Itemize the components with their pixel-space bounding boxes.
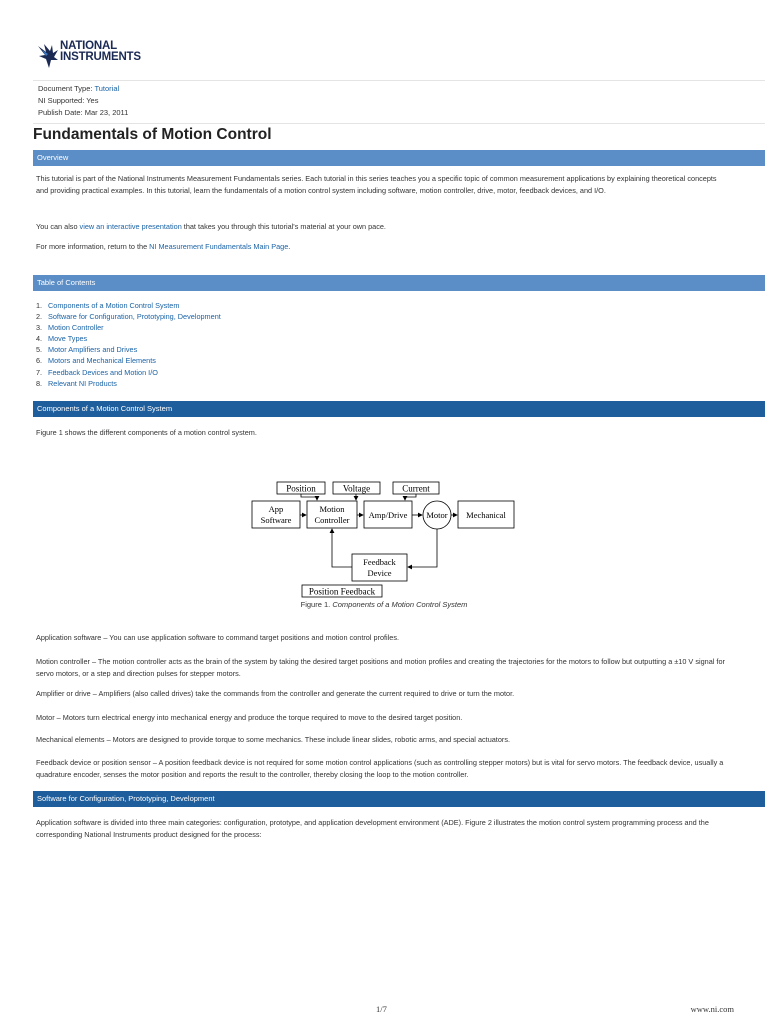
software-paragraph: Application software is divided into three main categories: configuration, prototype, and application development environment (ADE). Figure 2 illustrates the motion control system programming process and the corresponding National Instruments product designed for the process: bbox=[36, 818, 709, 839]
toc-num: 5. bbox=[36, 345, 43, 355]
app-line1: App bbox=[268, 504, 284, 514]
interactive-paragraph bbox=[36, 221, 726, 233]
current-label: Current bbox=[402, 483, 430, 494]
item-mechanical: Mechanical elements – Motors are designed to provide torque to some mechanics. These include linear slides, robotic arms, and special actuators. bbox=[36, 735, 511, 744]
mechanical-label: Mechanical bbox=[466, 510, 506, 520]
toc-num: 2. bbox=[36, 312, 43, 322]
mc-line1: Motion bbox=[319, 504, 345, 514]
toc-num: 7. bbox=[36, 367, 43, 377]
toc-item bbox=[36, 322, 221, 333]
overview-heading: Overview bbox=[33, 150, 765, 166]
toc-num: 1. bbox=[36, 301, 43, 310]
toc-link-move-types[interactable]: Move Types bbox=[48, 334, 88, 344]
app-line2: Software bbox=[260, 515, 292, 525]
measurement-fundamentals-link[interactable]: NI Measurement Fundamentals Main Page bbox=[149, 242, 289, 251]
toc-link-motors[interactable]: Motors and Mechanical Elements bbox=[48, 356, 156, 366]
toc-num: 3. bbox=[36, 323, 43, 333]
overview-paragraph: This tutorial is part of the National Instruments Measurement Fundamentals series. Each tutorial in this series teaches you a specific topic of common measurement applications by explaining theoretical concepts and providing practical examples. In this tutorial, learn the fundamentals of a motion control system including software, motion controller, drive, motor, feedback devices, and I/O. bbox=[36, 174, 717, 195]
software-heading: Software for Configuration, Prototyping, Development bbox=[33, 791, 765, 807]
voltage-label: Voltage bbox=[342, 483, 371, 494]
toc-item bbox=[36, 311, 221, 322]
position-feedback-label: Position Feedback bbox=[308, 586, 376, 597]
toc-link-feedback[interactable]: Feedback Devices and Motion I/O bbox=[48, 367, 158, 377]
toc-num: 6. bbox=[36, 356, 43, 366]
toc-item bbox=[36, 344, 221, 355]
toc-list bbox=[36, 300, 221, 389]
page-number: 1/7 bbox=[376, 1004, 387, 1014]
toc-item bbox=[36, 378, 221, 389]
fb-line2: Device bbox=[367, 568, 392, 578]
page-title: Fundamentals of Motion Control bbox=[33, 126, 272, 143]
item-feedback: Feedback device or position sensor – A position feedback device is not required for some motion control applications (such as controlling stepper motors) but is vital for servo motors. The feedback device, usually a quadrature encoder, senses the motor position and reports the result to the controller, thereby closing the loop to the motion controller. bbox=[36, 758, 724, 779]
toc-heading: Table of Contents bbox=[33, 275, 765, 291]
fb-line1: Feedback bbox=[363, 557, 396, 567]
toc-num: 4. bbox=[36, 334, 43, 344]
logo-line1: NATIONAL bbox=[60, 40, 117, 52]
toc-link-software[interactable]: Software for Configuration, Prototyping, Development bbox=[48, 312, 221, 322]
toc-link-components[interactable]: Components of a Motion Control System bbox=[48, 301, 180, 310]
p3-after: . bbox=[288, 242, 291, 251]
p3-before: For more information, return to the bbox=[36, 242, 150, 251]
toc-link-motion-controller[interactable]: Motion Controller bbox=[48, 323, 104, 333]
toc-item bbox=[36, 333, 221, 344]
publish-date: Publish Date: Mar 23, 2011 bbox=[38, 108, 129, 117]
toc-item bbox=[36, 355, 221, 366]
eagle-icon bbox=[36, 42, 60, 70]
toc-num: 8. bbox=[36, 378, 43, 388]
motor-label: Motor bbox=[426, 510, 448, 520]
toc-link-ni-products[interactable]: Relevant NI Products bbox=[48, 378, 117, 388]
components-intro: Figure 1 shows the different components of a motion control system. bbox=[36, 428, 257, 437]
figure-caption bbox=[0, 600, 768, 609]
caption-text: Components of a Motion Control System bbox=[332, 600, 468, 609]
logo-line2: INSTRUMENTS bbox=[60, 51, 141, 63]
toc-item bbox=[36, 300, 221, 311]
interactive-presentation-link[interactable]: view an interactive presentation bbox=[79, 222, 182, 231]
document-meta bbox=[33, 80, 765, 124]
mc-line2: Controller bbox=[314, 515, 350, 525]
ni-supported: NI Supported: Yes bbox=[38, 96, 99, 105]
item-motion-controller: Motion controller – The motion controller acts as the brain of the system by taking the desired target positions and motion profiles and creating the trajectories for the motors to follow but outputting a ±10 V signal for servo motors, or a step and direction pulses for stepper motors. bbox=[36, 657, 725, 678]
amp-label: Amp/Drive bbox=[368, 510, 408, 520]
more-info-paragraph bbox=[36, 241, 726, 253]
toc-link-amplifiers[interactable]: Motor Amplifiers and Drives bbox=[48, 345, 138, 355]
toc-item bbox=[36, 367, 221, 378]
components-heading: Components of a Motion Control System bbox=[33, 401, 765, 417]
doc-type-link[interactable]: Tutorial bbox=[94, 84, 120, 93]
p2-after: that takes you through this tutorial's material at your own pace. bbox=[181, 222, 386, 231]
doc-type-label: Document Type: bbox=[38, 84, 93, 93]
doc-type-line bbox=[38, 84, 119, 93]
item-application-software: Application software – You can use application software to command target positions and motion control profiles. bbox=[36, 633, 400, 642]
item-amplifier: Amplifier or drive – Amplifiers (also called drives) take the commands from the controller and generate the current required to drive or turn the motor. bbox=[36, 689, 515, 698]
position-label: Position bbox=[286, 483, 316, 494]
footer-url: www.ni.com bbox=[690, 1004, 734, 1014]
item-motor: Motor – Motors turn electrical energy into mechanical energy and produce the torque required to move to the desired target position. bbox=[36, 713, 463, 722]
p2-before: You can also bbox=[36, 222, 80, 231]
ni-logo bbox=[36, 40, 146, 74]
caption-prefix: Figure 1. bbox=[300, 600, 333, 609]
motion-control-diagram bbox=[250, 478, 520, 598]
